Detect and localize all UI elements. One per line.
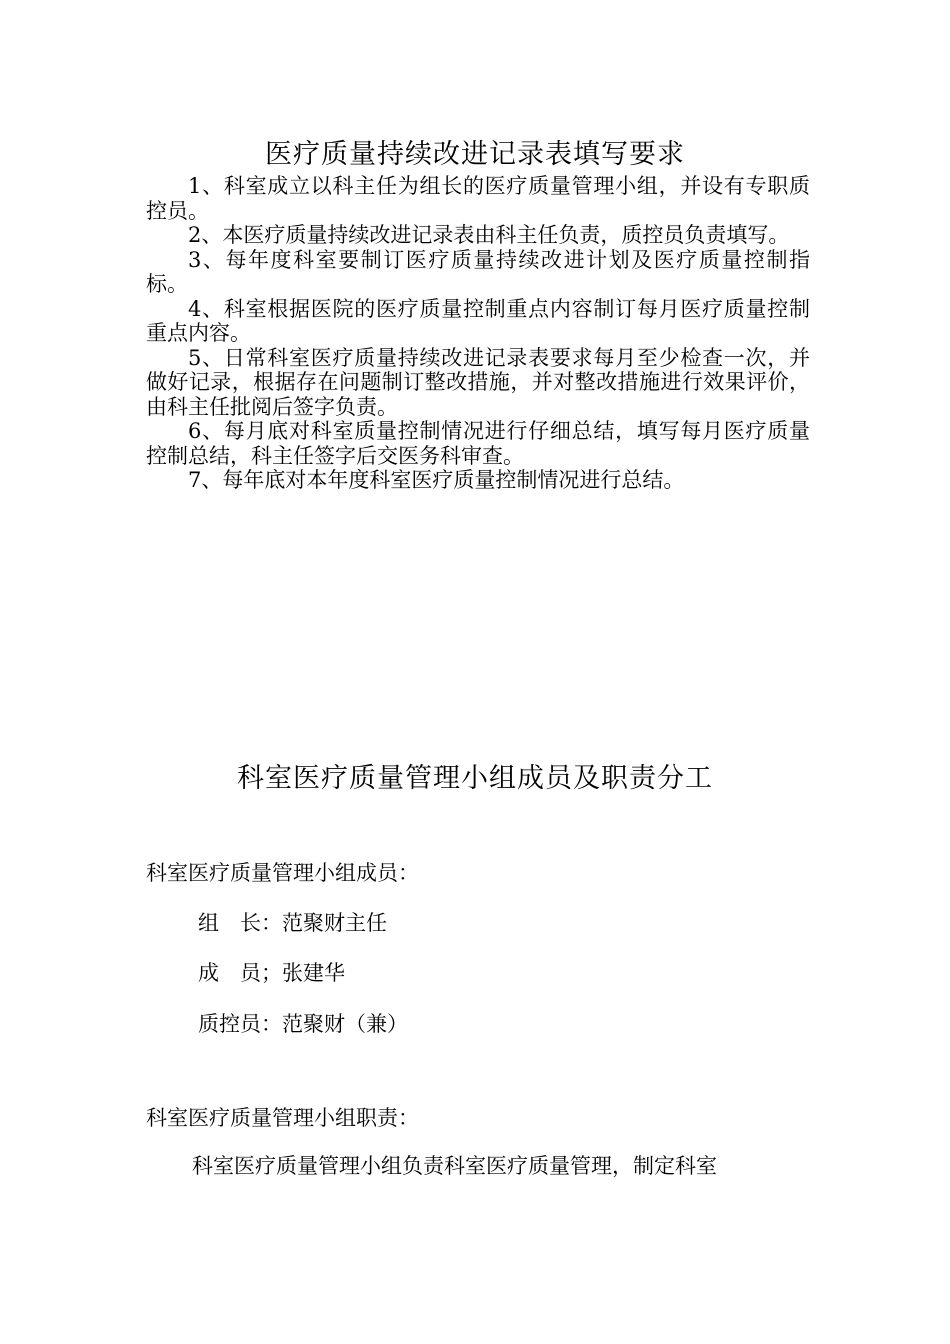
requirements-title: 医疗质量持续改进记录表填写要求 xyxy=(265,139,685,170)
requirement-item-1: 1、科室成立以科主任为组长的医疗质量管理小组，并设有专职质控员。 xyxy=(146,174,810,223)
requirement-item-7: 7、每年底对本年度科室医疗质量控制情况进行总结。 xyxy=(188,468,685,492)
member-row-qc: 质控员：范聚财（兼） xyxy=(198,1012,408,1036)
members-label: 科室医疗质量管理小组成员： xyxy=(146,861,419,885)
member-row-member: 成 员；张建华 xyxy=(198,961,345,985)
requirement-item-5: 5、日常科室医疗质量持续改进记录表要求每月至少检查一次，并做好记录，根据存在问题制订整改措施，并对整改措施进行效果评价，由科主任批阅后签字负责。 xyxy=(146,345,810,419)
requirement-item-3: 3、每年度科室要制订医疗质量持续改进计划及医疗质量控制指标。 xyxy=(146,247,810,296)
duties-text: 科室医疗质量管理小组负责科室医疗质量管理，制定科室 xyxy=(192,1154,717,1178)
requirements-list xyxy=(146,174,810,493)
member-row-leader: 组 长：范聚财主任 xyxy=(198,911,387,935)
requirement-item-2: 2、本医疗质量持续改进记录表由科主任负责，质控员负责填写。 xyxy=(188,223,790,247)
team-title: 科室医疗质量管理小组成员及职责分工 xyxy=(237,763,713,794)
requirement-item-6: 6、每月底对科室质量控制情况进行仔细总结，填写每月医疗质量控制总结，科主任签字后交医务科审查。 xyxy=(146,419,810,468)
duties-label: 科室医疗质量管理小组职责： xyxy=(146,1106,419,1130)
requirement-item-4: 4、科室根据医院的医疗质量控制重点内容制订每月医疗质量控制重点内容。 xyxy=(146,296,810,345)
